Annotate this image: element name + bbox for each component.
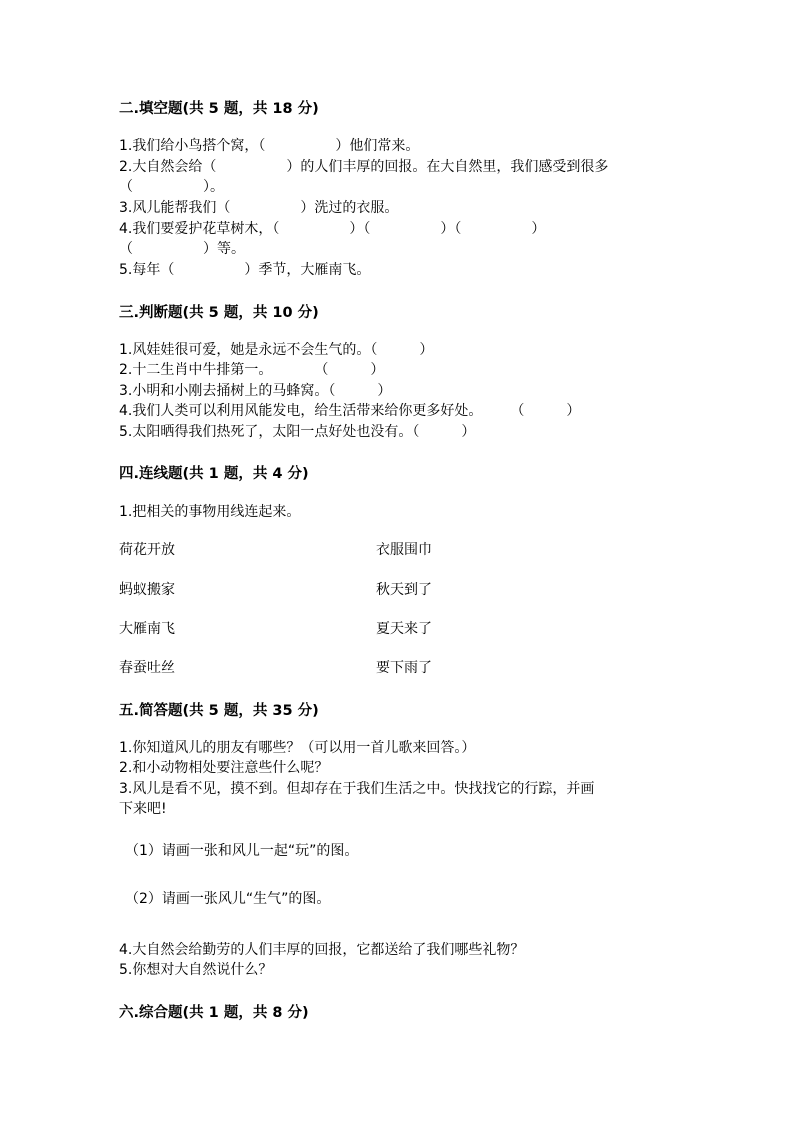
question-line: （ ）。 — [119, 179, 224, 195]
matching-left-item: 荷花开放 — [119, 542, 175, 558]
question-line: 4.我们要爱护花草树木，（ ）（ ）（ ） — [119, 221, 546, 237]
question-line: 3.风儿能帮我们（ ）洗过的衣服。 — [119, 200, 399, 216]
question-line: （ ）等。 — [119, 241, 245, 257]
matching-right-item: 夏天来了 — [376, 621, 432, 637]
matching-right-item: 要下雨了 — [376, 660, 432, 676]
question-line: 3.风儿是看不见，摸不到。但却存在于我们生活之中。快找找它的行踪，并画 — [119, 781, 595, 797]
question-line: 3.小明和小刚去捅树上的马蜂窝。（ ） — [119, 383, 392, 399]
matching-left-item: 蚂蚁搬家 — [119, 582, 175, 598]
question-line: 4.大自然会给勤劳的人们丰厚的回报，它都送给了我们哪些礼物？ — [119, 942, 525, 958]
section-heading-short-answer: 五.简答题(共 5 题，共 35 分) — [119, 703, 319, 719]
question-line: 5.太阳晒得我们热死了，太阳一点好处也没有。（ ） — [119, 424, 476, 440]
matching-left-item: 春蚕吐丝 — [119, 660, 175, 676]
question-line: 1.我们给小鸟搭个窝，（ ）他们常来。 — [119, 138, 420, 154]
matching-left-item: 大雁南飞 — [119, 621, 175, 637]
question-line: 5.你想对大自然说什么？ — [119, 962, 273, 978]
question-line: 2.大自然会给（ ）的人们丰厚的回报。在大自然里，我们感受到很多 — [119, 159, 609, 175]
section-heading-matching: 四.连线题(共 1 题，共 4 分) — [119, 466, 309, 482]
matching-right-item: 秋天到了 — [376, 582, 432, 598]
section-heading-comprehensive: 六.综合题(共 1 题，共 8 分) — [119, 1005, 309, 1021]
question-line: 2.和小动物相处要注意些什么呢？ — [119, 760, 329, 776]
question-line: 4.我们人类可以利用风能发电，给生活带来给你更多好处。 （ ） — [119, 403, 581, 419]
matching-instruction: 1.把相关的事物用线连起来。 — [119, 504, 301, 520]
question-line: 5.每年（ ）季节，大雁南飞。 — [119, 262, 371, 278]
question-line: 下来吧! — [119, 801, 167, 817]
matching-right-item: 衣服围巾 — [376, 542, 432, 558]
sub-question: （2）请画一张风儿“生气”的图。 — [125, 891, 331, 907]
section-heading-fill-blank: 二.填空题(共 5 题，共 18 分) — [119, 101, 319, 117]
question-line: 1.风娃娃很可爱，她是永远不会生气的。（ ） — [119, 342, 434, 358]
sub-question: （1）请画一张和风儿一起“玩”的图。 — [125, 843, 359, 859]
section-heading-true-false: 三.判断题(共 5 题，共 10 分) — [119, 305, 319, 321]
question-line: 1.你知道风儿的朋友有哪些？（可以用一首儿歌来回答。） — [119, 740, 476, 756]
question-line: 2.十二生肖中牛排第一。 （ ） — [119, 362, 385, 378]
